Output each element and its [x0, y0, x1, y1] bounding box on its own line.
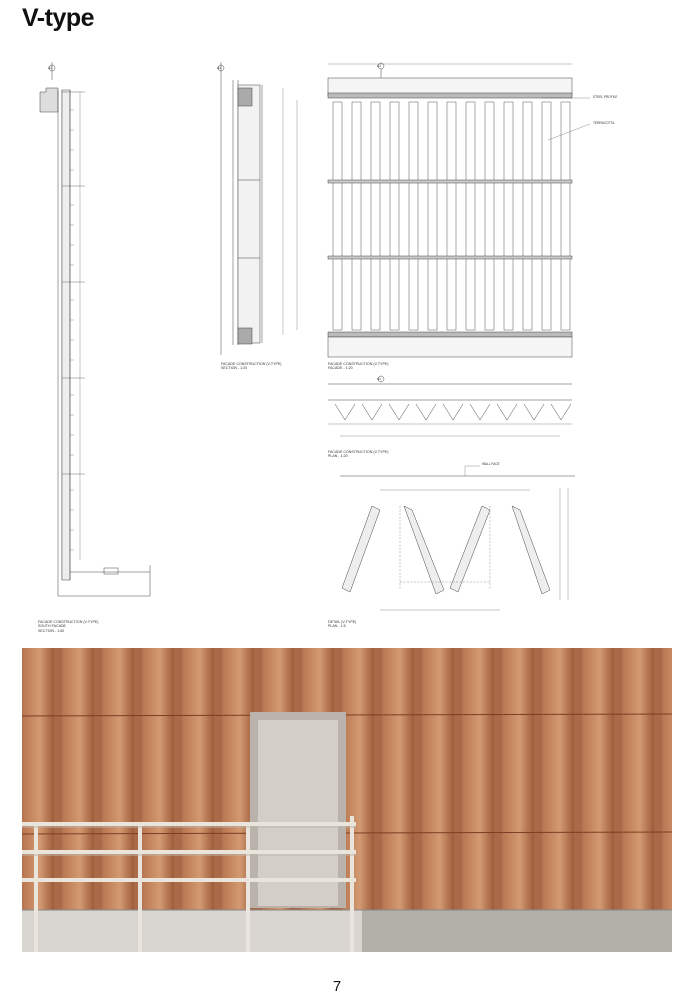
- caption-plan: FACADE CONSTRUCTION (V-TYPE) PLAN - 1:20: [328, 450, 389, 459]
- facade-photograph: [22, 648, 672, 952]
- caption-section-detail: FACADE CONSTRUCTION (V-TYPE) SECTION - 1:20: [221, 362, 282, 371]
- label-terracotta: TERRACOTTA: [593, 121, 615, 125]
- page-number: 7: [332, 978, 342, 995]
- grid-marker-b: A1: [217, 66, 221, 70]
- caption-detail: DETAIL (V-TYPE) PLAN - 1:5: [328, 620, 357, 629]
- grid-marker-d: A1: [377, 377, 381, 381]
- detail-plan-drawing: [340, 466, 575, 610]
- caption-section-main: FACADE CONSTRUCTION (V-TYPE) SOUTH FACADE SECTION - 1:50: [38, 620, 99, 633]
- page-title: V-type: [22, 4, 95, 32]
- label-wall-face: WALL FACE: [482, 462, 500, 466]
- caption-facade: FACADE CONSTRUCTION (V-TYPE) FACADE - 1:20: [328, 362, 389, 371]
- detail-section-drawing: [218, 62, 297, 355]
- grid-marker-a: A1: [48, 66, 52, 70]
- grid-marker-c: A1: [377, 64, 381, 68]
- facade-elevation-drawing: [328, 63, 590, 357]
- label-steel-profile: STEEL PROFILE: [593, 95, 618, 99]
- plan-drawing: [328, 376, 572, 436]
- main-section-drawing: [40, 62, 150, 596]
